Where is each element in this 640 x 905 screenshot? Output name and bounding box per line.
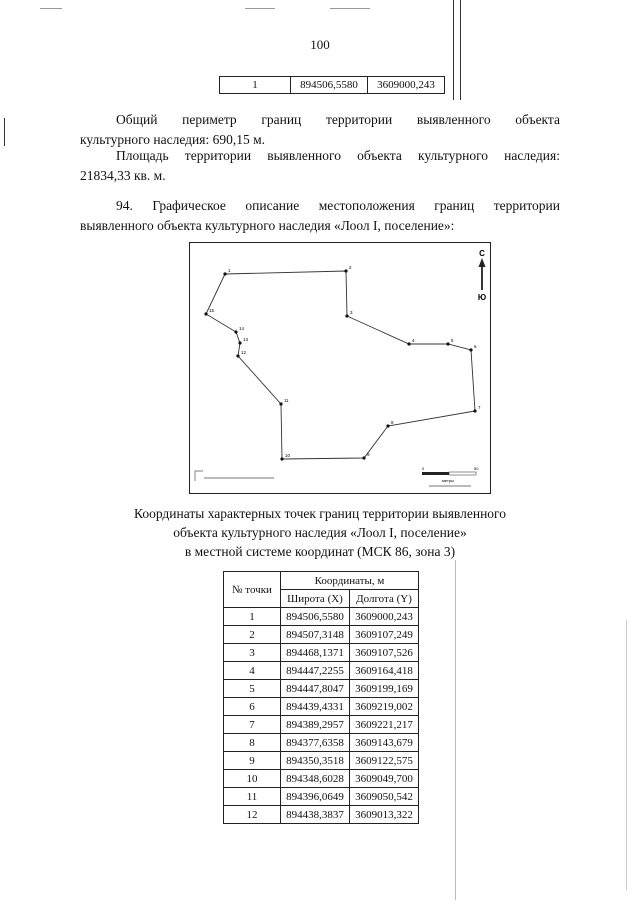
boundary-vertex (234, 330, 237, 333)
perimeter-line-2: культурного наследия: 690,15 м. (80, 132, 266, 147)
table-row (224, 788, 419, 806)
point-number-cell: 3 (224, 644, 281, 662)
point-number-cell: 2 (224, 626, 281, 644)
boundary-polygon (206, 271, 475, 459)
vertex-label: 15 (209, 308, 215, 313)
point-number-cell: 12 (224, 806, 281, 824)
scan-artifact (40, 8, 62, 9)
scale-end-label: 50 (474, 466, 479, 471)
margin-line (626, 620, 627, 890)
vertex-label: 4 (412, 338, 415, 343)
point-column-header: № точки (224, 572, 281, 608)
longitude-cell: 3609164,418 (350, 662, 419, 680)
latitude-cell: 894447,2255 (281, 662, 350, 680)
section-paragraph (80, 196, 560, 236)
latitude-cell: 894377,6358 (281, 734, 350, 752)
latitude-cell: 894506,5580 (291, 77, 368, 94)
boundary-vertex (407, 342, 410, 345)
table-row (224, 770, 419, 788)
section-line-2: выявленного объекта культурного наследия «Лоол I, поселение»: (80, 218, 455, 233)
longitude-cell: 3609000,243 (368, 77, 445, 94)
point-number-cell: 6 (224, 698, 281, 716)
latitude-cell: 894350,3518 (281, 752, 350, 770)
area-line-1: Площадь территории выявленного объекта культурного наследия: (116, 148, 560, 163)
margin-line (455, 560, 456, 900)
vertex-label: 12 (241, 350, 247, 355)
vertex-label: 5 (451, 338, 454, 343)
longitude-cell: 3609221,217 (350, 716, 419, 734)
area-line-2: 21834,33 кв. м. (80, 168, 166, 183)
latitude-cell: 894389,2957 (281, 716, 350, 734)
table-header-row (224, 572, 419, 590)
vertex-label: 9 (367, 452, 370, 457)
table-row (224, 734, 419, 752)
longitude-cell: 3609143,679 (350, 734, 419, 752)
caption-line-2: объекта культурного наследия «Лоол I, поселение» (173, 525, 467, 540)
point-number-cell: 11 (224, 788, 281, 806)
boundary-points (204, 265, 481, 461)
vertex-label: 6 (474, 344, 477, 349)
vertex-label: 14 (239, 326, 245, 331)
vertex-label: 7 (478, 405, 481, 410)
boundary-vertex (238, 341, 241, 344)
north-label: С (479, 249, 485, 258)
table-row (224, 752, 419, 770)
longitude-cell: 3609107,249 (350, 626, 419, 644)
longitude-column-header: Долгота (Y) (350, 590, 419, 608)
north-arrow-icon (478, 249, 486, 302)
point-number-cell: 8 (224, 734, 281, 752)
caption-line-1: Координаты характерных точек границ территории выявленного (133, 506, 506, 521)
vertex-label: 8 (391, 420, 394, 425)
latitude-cell: 894396,0649 (281, 788, 350, 806)
longitude-cell: 3609219,002 (350, 698, 419, 716)
longitude-cell: 3609122,575 (350, 752, 419, 770)
scale-bar (422, 466, 479, 487)
boundary-vertex (236, 354, 239, 357)
latitude-column-header: Широта (X) (281, 590, 350, 608)
margin-line (4, 118, 5, 146)
boundary-vertex (469, 348, 472, 351)
vertex-label: 13 (243, 337, 249, 342)
perimeter-line-1: Общий периметр границ территории выявленного объекта (116, 112, 560, 127)
vertex-label: 3 (350, 310, 353, 315)
coords-caption (80, 504, 560, 561)
boundary-vertex (223, 272, 226, 275)
section-line-1: 94. Графическое описание местоположения границ территории (116, 198, 560, 213)
point-number: 1 (220, 77, 291, 94)
scale-label: метры (442, 478, 454, 483)
latitude-cell: 894507,3148 (281, 626, 350, 644)
point-number-cell: 5 (224, 680, 281, 698)
scan-artifact (330, 8, 370, 9)
table-row (224, 806, 419, 824)
longitude-cell: 3609000,243 (350, 608, 419, 626)
table-row (224, 662, 419, 680)
perimeter-paragraph (80, 110, 560, 150)
longitude-cell: 3609199,169 (350, 680, 419, 698)
area-paragraph (80, 146, 560, 186)
point-number-cell: 1 (224, 608, 281, 626)
vertex-label: 10 (285, 453, 291, 458)
longitude-cell: 3609107,526 (350, 644, 419, 662)
point-number-cell: 9 (224, 752, 281, 770)
map-legend (195, 471, 274, 481)
boundary-map-svg (190, 243, 490, 493)
latitude-cell: 894438,3837 (281, 806, 350, 824)
boundary-map (189, 242, 491, 494)
point-number-cell: 4 (224, 662, 281, 680)
boundary-vertex (204, 312, 207, 315)
boundary-vertex (386, 424, 389, 427)
latitude-cell: 894348,6028 (281, 770, 350, 788)
latitude-cell: 894447,8047 (281, 680, 350, 698)
coords-column-header: Координаты, м (281, 572, 419, 590)
vertex-label: 11 (284, 398, 289, 403)
boundary-vertex (344, 269, 347, 272)
coordinates-table-body (224, 608, 419, 824)
table-row (224, 626, 419, 644)
table-row (224, 716, 419, 734)
caption-line-3: в местной системе координат (МСК 86, зона 3) (184, 544, 456, 559)
boundary-vertex (446, 342, 449, 345)
boundary-vertex (473, 409, 476, 412)
table-row (224, 608, 419, 626)
table-row (220, 77, 445, 94)
latitude-cell: 894506,5580 (281, 608, 350, 626)
latitude-cell: 894439,4331 (281, 698, 350, 716)
boundary-vertex (280, 457, 283, 460)
boundary-vertex (345, 314, 348, 317)
longitude-cell: 3609050,542 (350, 788, 419, 806)
scale-start-label: 0 (422, 466, 425, 471)
south-label: Ю (477, 293, 487, 302)
table-row (224, 680, 419, 698)
coordinates-table (223, 571, 419, 824)
longitude-cell: 3609049,700 (350, 770, 419, 788)
point-number-cell: 7 (224, 716, 281, 734)
continuation-table (219, 76, 445, 94)
point-number-cell: 10 (224, 770, 281, 788)
table-row (224, 644, 419, 662)
latitude-cell: 894468,1371 (281, 644, 350, 662)
boundary-vertex (362, 456, 365, 459)
table-row (224, 698, 419, 716)
vertex-label: 2 (349, 265, 352, 270)
vertex-label: 1 (228, 268, 231, 273)
boundary-vertex (279, 402, 282, 405)
page-number: 100 (310, 37, 330, 52)
scan-artifact (245, 8, 275, 9)
longitude-cell: 3609013,322 (350, 806, 419, 824)
